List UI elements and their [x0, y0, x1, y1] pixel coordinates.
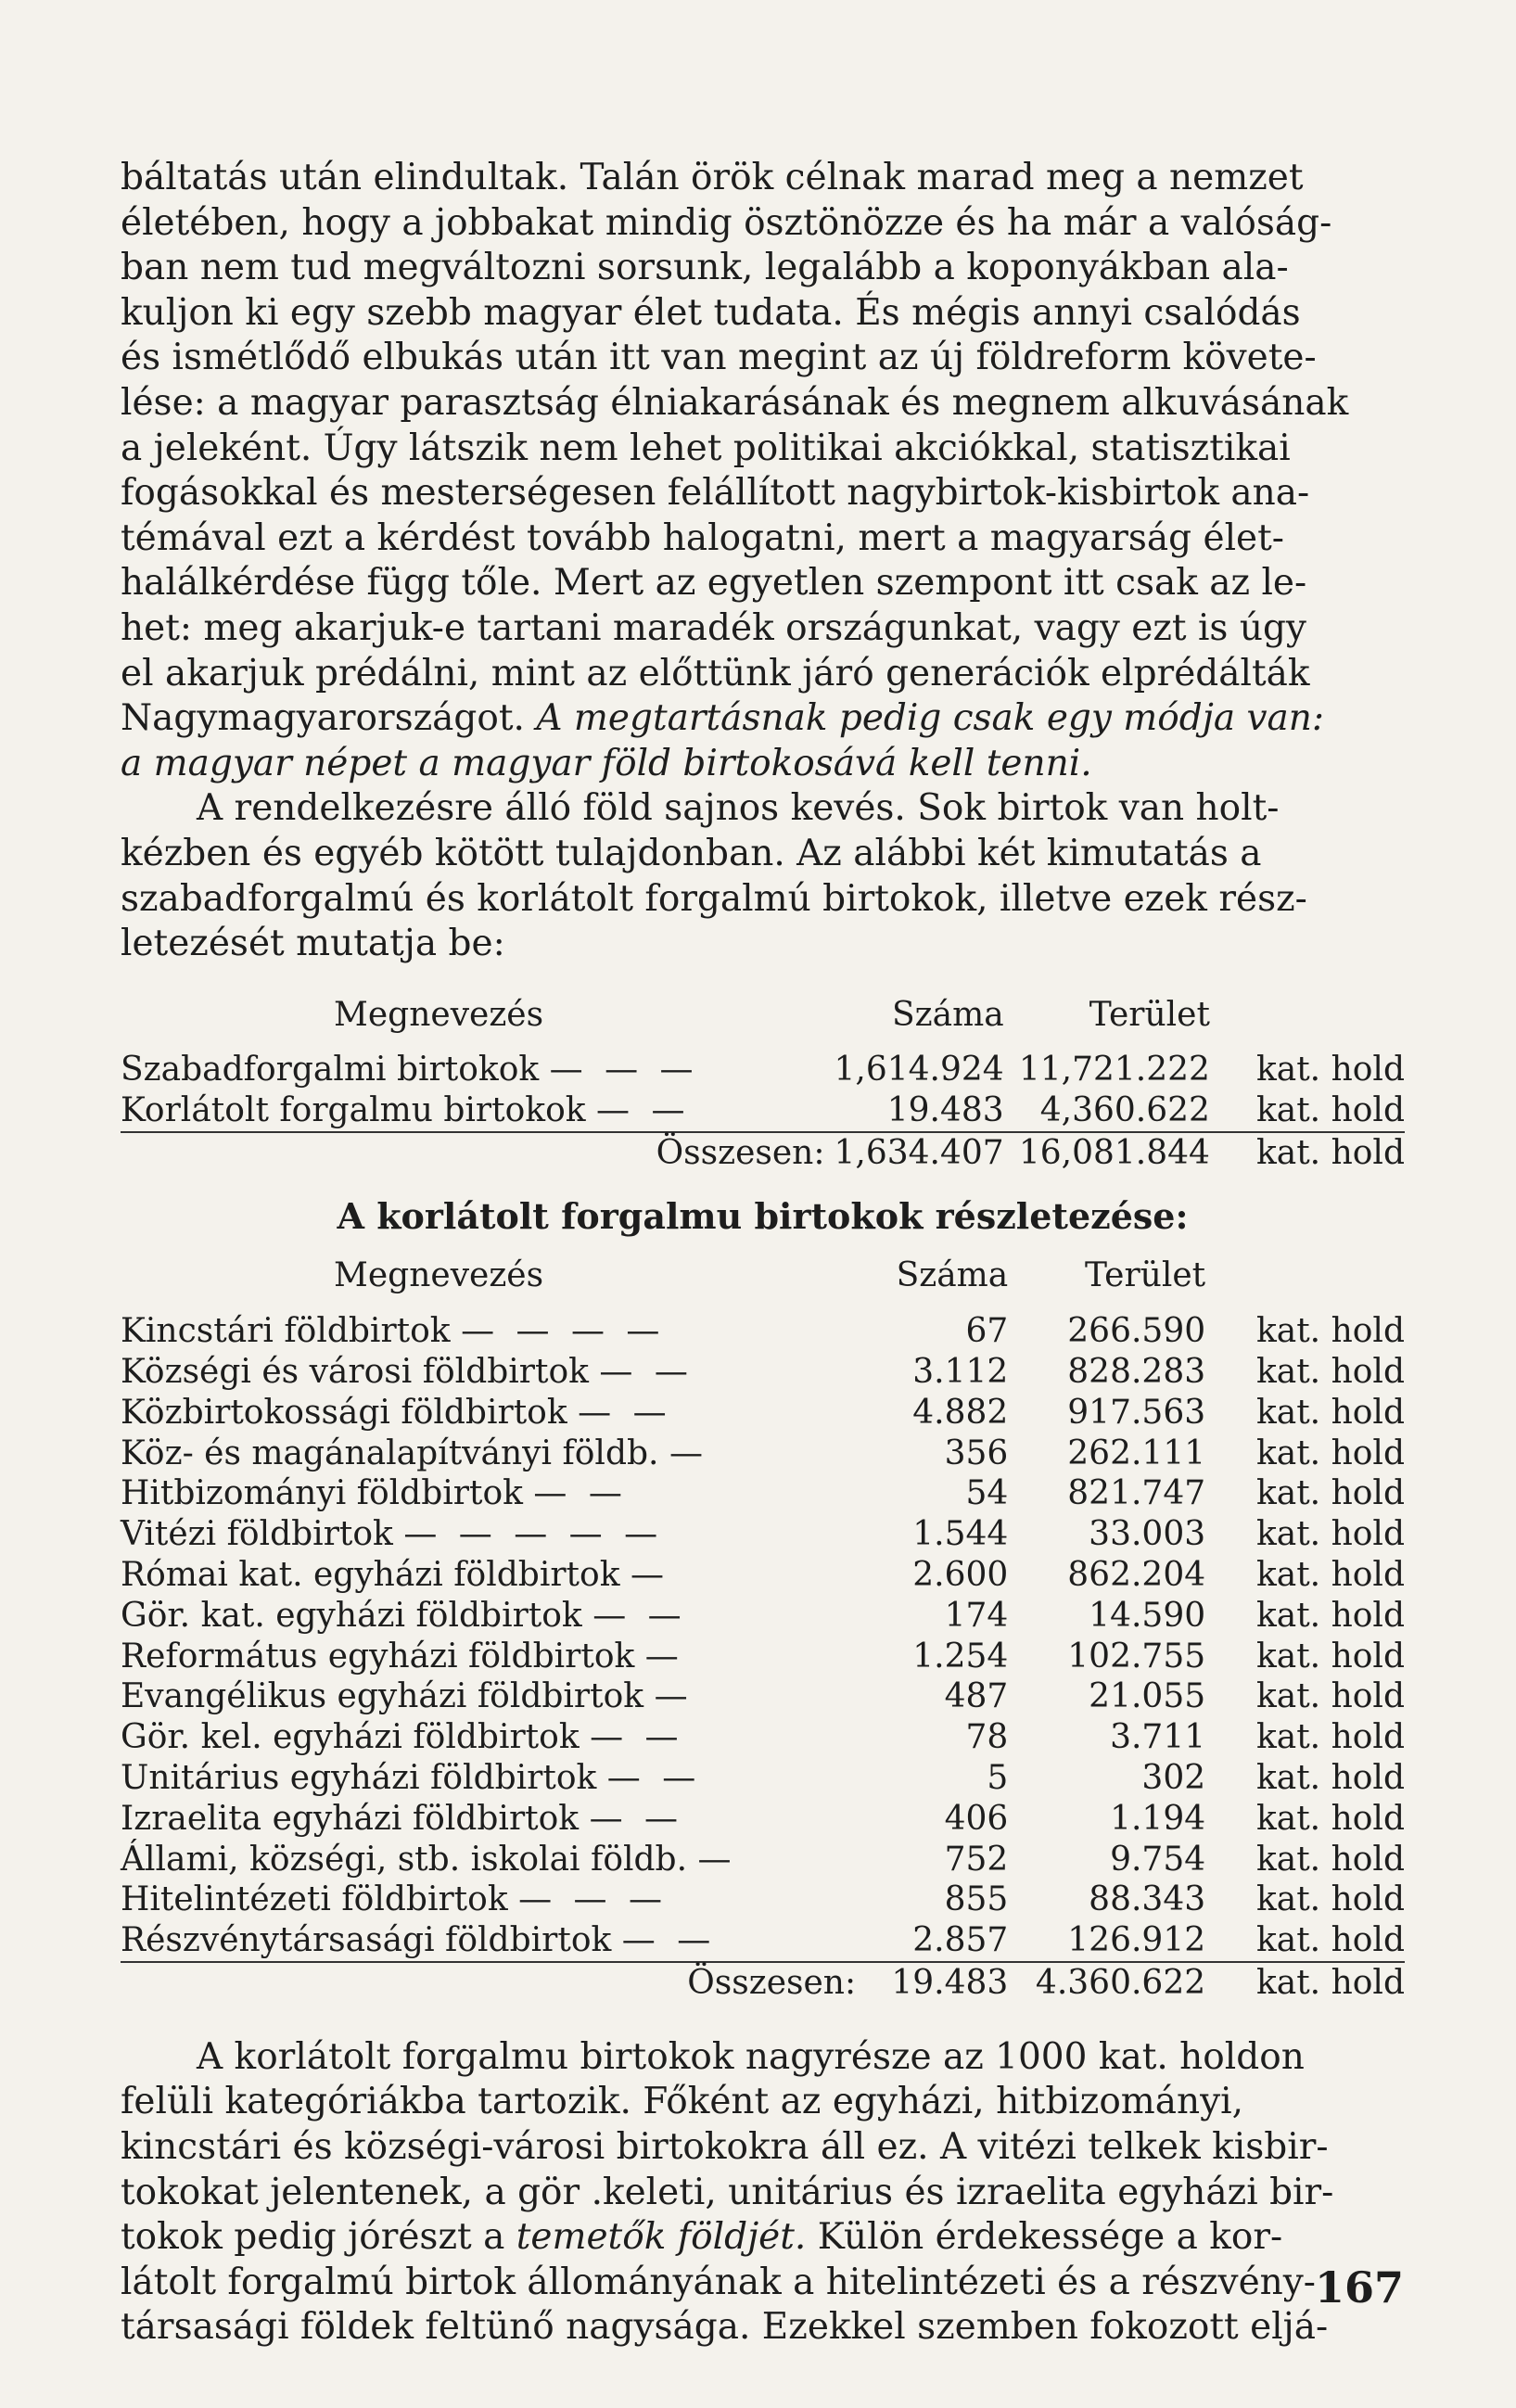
page-number: 167	[1315, 2262, 1405, 2312]
row-unit: kat. hold	[1255, 1799, 1405, 1838]
text-line: a jeleként. Úgy látszik nem lehet politikai akciókkal, statisztikai	[121, 427, 1291, 469]
row-area: 88.343	[1089, 1880, 1206, 1919]
row-unit: kat. hold	[1255, 1515, 1405, 1554]
row-unit: kat. hold	[1255, 1718, 1405, 1757]
text-line: A korlátolt forgalmu birtokok nagyrésze az 1000 kat. holdon	[197, 2035, 1305, 2078]
header-count: Száma	[892, 995, 1004, 1034]
row-count: 2.857	[865, 1920, 1008, 1962]
total-label: Összesen:	[687, 1964, 857, 2003]
row-unit: kat. hold	[1255, 1677, 1405, 1716]
table-row	[121, 1717, 1405, 1758]
row-count: 19.483	[834, 1090, 1003, 1132]
row-area: 828.283	[1067, 1353, 1206, 1392]
total-area: 4.360.622	[1035, 1964, 1206, 2003]
row-area: 11,721.222	[1018, 1051, 1210, 1089]
table-row	[121, 1879, 1405, 1920]
table-row	[121, 1473, 1405, 1514]
row-name: Korlátolt forgalmu birtokok — —	[121, 1090, 834, 1132]
row-unit: kat. hold	[1255, 1433, 1405, 1472]
detail-table	[121, 1255, 1405, 2003]
table-row	[121, 1352, 1405, 1393]
table-row	[121, 1050, 1405, 1090]
text-line: kuljon ki egy szebb magyar élet tudata. És mégis annyi csalódás	[121, 291, 1301, 334]
row-name: Gör. kel. egyházi földbirtok — —	[121, 1718, 684, 1757]
text-line: tokok pedig jórészt a temetők földjét. Külön érdekessége a kor-	[121, 2216, 1283, 2259]
total-unit: kat. hold	[1255, 1964, 1405, 2003]
row-area: 917.563	[1067, 1393, 1206, 1432]
row-count: 174	[944, 1596, 1009, 1635]
row-unit: kat. hold	[1255, 1637, 1405, 1675]
row-name: Szabadforgalmi birtokok — — —	[121, 1051, 699, 1089]
text-fragment: Nagymagyarországot.	[121, 697, 525, 740]
row-count: 2.600	[912, 1556, 1009, 1595]
table-row	[121, 1555, 1405, 1596]
row-area: 862.204	[1067, 1556, 1206, 1595]
row-name: Római kat. egyházi földbirtok —	[121, 1556, 669, 1595]
table-row	[121, 1637, 1405, 1677]
header-name: Megnevezés	[334, 995, 544, 1034]
row-area: 33.003	[1089, 1515, 1206, 1554]
text-line: életében, hogy a jobbakat mindig ösztönözze és ha már a valóság-	[121, 201, 1332, 244]
text-line: látolt forgalmú birtok állományának a hitelintézeti és a részvény-	[121, 2261, 1316, 2303]
text-line: lése: a magyar parasztság élniakarásának és megnem alkuvásának	[121, 381, 1349, 424]
row-unit: kat. hold	[1255, 1474, 1405, 1513]
total-row	[121, 1962, 1405, 2004]
text-line: kézben és egyéb kötött tulajdonban. Az alábbi két kimutatás a	[121, 832, 1262, 874]
table-row	[121, 1920, 1405, 1962]
emphasis-text: temetők földjét.	[516, 2216, 807, 2259]
total-area: 16,081.844	[1018, 1134, 1210, 1173]
header-name: Megnevezés	[334, 1256, 544, 1295]
total-count: 19.483	[891, 1964, 1009, 2003]
row-area: 1.194	[1110, 1799, 1206, 1838]
row-count: 1,614.924	[834, 1051, 1004, 1089]
table-row	[121, 1393, 1405, 1433]
header-area: Terület	[1084, 1256, 1206, 1295]
total-label: Összesen:	[656, 1134, 825, 1173]
second-paragraph	[121, 786, 1405, 966]
row-area: 21.055	[1089, 1677, 1206, 1716]
emphasis-text: A megtartásnak pedig csak egy módja van:	[536, 697, 1325, 740]
text-line: báltatás után elindultak. Talán örök célnak marad meg a nemzet	[121, 157, 1304, 198]
closing-paragraph	[121, 2035, 1405, 2351]
row-count: 406	[944, 1799, 1009, 1838]
table-row	[121, 1799, 1405, 1840]
table-row	[121, 1840, 1405, 1880]
row-count: 487	[944, 1677, 1009, 1716]
text-line: fogásokkal és mesterségesen felállított nagybirtok-kisbirtok ana-	[121, 472, 1310, 515]
row-count: 67	[965, 1312, 1009, 1351]
row-count: 855	[944, 1880, 1009, 1919]
total-unit: kat. hold	[1255, 1134, 1405, 1173]
row-area: 262.111	[1067, 1433, 1206, 1472]
row-name: Községi és városi földbirtok — —	[121, 1353, 694, 1392]
table-row	[121, 1596, 1405, 1637]
row-area: 126.912	[1008, 1920, 1205, 1962]
row-unit: kat. hold	[1255, 1353, 1405, 1392]
row-name: Izraelita egyházi földbirtok — —	[121, 1799, 684, 1838]
row-unit: kat. hold	[1255, 1880, 1405, 1919]
row-name: Vitézi földbirtok — — — — —	[121, 1515, 664, 1554]
row-name: Hitbizományi földbirtok — —	[121, 1474, 628, 1513]
row-count: 4.882	[912, 1393, 1009, 1432]
text-line: letezését mutatja be:	[121, 923, 505, 965]
table-row	[121, 1676, 1405, 1717]
row-name: Evangélikus egyházi földbirtok —	[121, 1677, 694, 1716]
table-row	[121, 1311, 1405, 1352]
text-line: el akarjuk prédálni, mint az előttünk járó generációk elprédálták	[121, 652, 1310, 694]
row-area: 821.747	[1067, 1474, 1206, 1513]
row-unit: kat. hold	[1255, 1759, 1405, 1798]
header-count: Száma	[896, 1256, 1009, 1295]
row-unit: kat. hold	[1255, 1840, 1405, 1879]
row-count: 1.254	[912, 1637, 1009, 1675]
summary-table	[121, 995, 1405, 1174]
total-count: 1,634.407	[834, 1134, 1004, 1173]
table-header-row	[121, 1255, 1405, 1311]
header-area: Terület	[1089, 995, 1210, 1034]
table-header-row	[121, 995, 1405, 1051]
row-unit: kat. hold	[1205, 1920, 1405, 1962]
text-line: tokokat jelentenek, a gör .keleti, unitárius és izraelita egyházi bir-	[121, 2171, 1334, 2213]
row-count: 3.112	[912, 1353, 1009, 1392]
row-unit: kat. hold	[1255, 1051, 1405, 1089]
row-area: 4,360.622	[1004, 1090, 1210, 1132]
row-name: Unitárius egyházi földbirtok — —	[121, 1759, 702, 1798]
row-area: 3.711	[1110, 1718, 1206, 1757]
text-line: szabadforgalmú és korlátolt forgalmú birtokok, illetve ezek rész-	[121, 877, 1307, 920]
text-line	[121, 696, 1405, 742]
text-line: ban nem tud megváltozni sorsunk, legalább a koponyákban ala-	[121, 247, 1289, 289]
table-row	[121, 1090, 1405, 1132]
row-unit: kat. hold	[1255, 1393, 1405, 1432]
opening-paragraph	[121, 156, 1405, 786]
row-count: 5	[987, 1759, 1009, 1798]
text-line	[121, 786, 1405, 832]
row-area: 266.590	[1067, 1312, 1206, 1351]
total-row	[121, 1132, 1405, 1174]
text-line: témával ezt a kérdést tovább halogatni, mert a magyarság élet-	[121, 516, 1284, 559]
row-count: 356	[944, 1433, 1009, 1472]
text-line: kincstári és községi-városi birtokokra áll ez. A vitézi telkek kisbir-	[121, 2126, 1329, 2168]
row-name: Kincstári földbirtok — — — —	[121, 1312, 666, 1351]
text-line: felüli kategóriákba tartozik. Főként az egyházi, hitbizományi,	[121, 2081, 1244, 2123]
detail-table-body	[121, 1311, 1405, 1962]
row-name: Részvénytársasági földbirtok — —	[121, 1920, 865, 1962]
row-name: Hitelintézeti földbirtok — — —	[121, 1880, 668, 1919]
text-line: és ismétlődő elbukás után itt van megint az új földreform követe-	[121, 337, 1317, 379]
page-content	[121, 156, 1405, 2351]
row-count: 54	[965, 1474, 1009, 1513]
text-line: társasági földek feltünő nagysága. Ezekkel szemben fokozott eljá-	[121, 2306, 1329, 2349]
row-unit: kat. hold	[1255, 1556, 1405, 1595]
row-name: Gör. kat. egyházi földbirtok — —	[121, 1596, 687, 1635]
row-area: 302	[1141, 1759, 1206, 1798]
row-unit: kat. hold	[1255, 1596, 1405, 1635]
row-name: Közbirtokossági földbirtok — —	[121, 1393, 672, 1432]
row-area: 102.755	[1067, 1637, 1206, 1675]
row-name: Köz- és magánalapítványi földb. —	[121, 1433, 708, 1472]
row-count: 1.544	[912, 1515, 1009, 1554]
row-count: 752	[944, 1840, 1009, 1879]
row-area: 9.754	[1110, 1840, 1206, 1879]
text-line: het: meg akarjuk-e tartani maradék országunkat, vagy ezt is úgy	[121, 606, 1306, 649]
row-area: 14.590	[1089, 1596, 1206, 1635]
row-name: Állami, községi, stb. iskolai földb. —	[121, 1840, 737, 1879]
row-unit: kat. hold	[1210, 1090, 1405, 1132]
row-count: 78	[965, 1718, 1009, 1757]
emphasis-line: a magyar népet a magyar föld birtokosává kell tenni.	[121, 742, 1092, 784]
table2-title: A korlátolt forgalmu birtokok részletezése:	[337, 1194, 1189, 1237]
table-row	[121, 1758, 1405, 1799]
table-row	[121, 1433, 1405, 1474]
text-fragment: A rendelkezésre álló föld sajnos kevés. Sok birtok van holt-	[197, 787, 1280, 830]
row-name: Református egyházi földbirtok —	[121, 1637, 684, 1675]
row-unit: kat. hold	[1255, 1312, 1405, 1351]
table-row	[121, 1514, 1405, 1555]
text-line: halálkérdése függ tőle. Mert az egyetlen szempont itt csak az le-	[121, 562, 1307, 605]
